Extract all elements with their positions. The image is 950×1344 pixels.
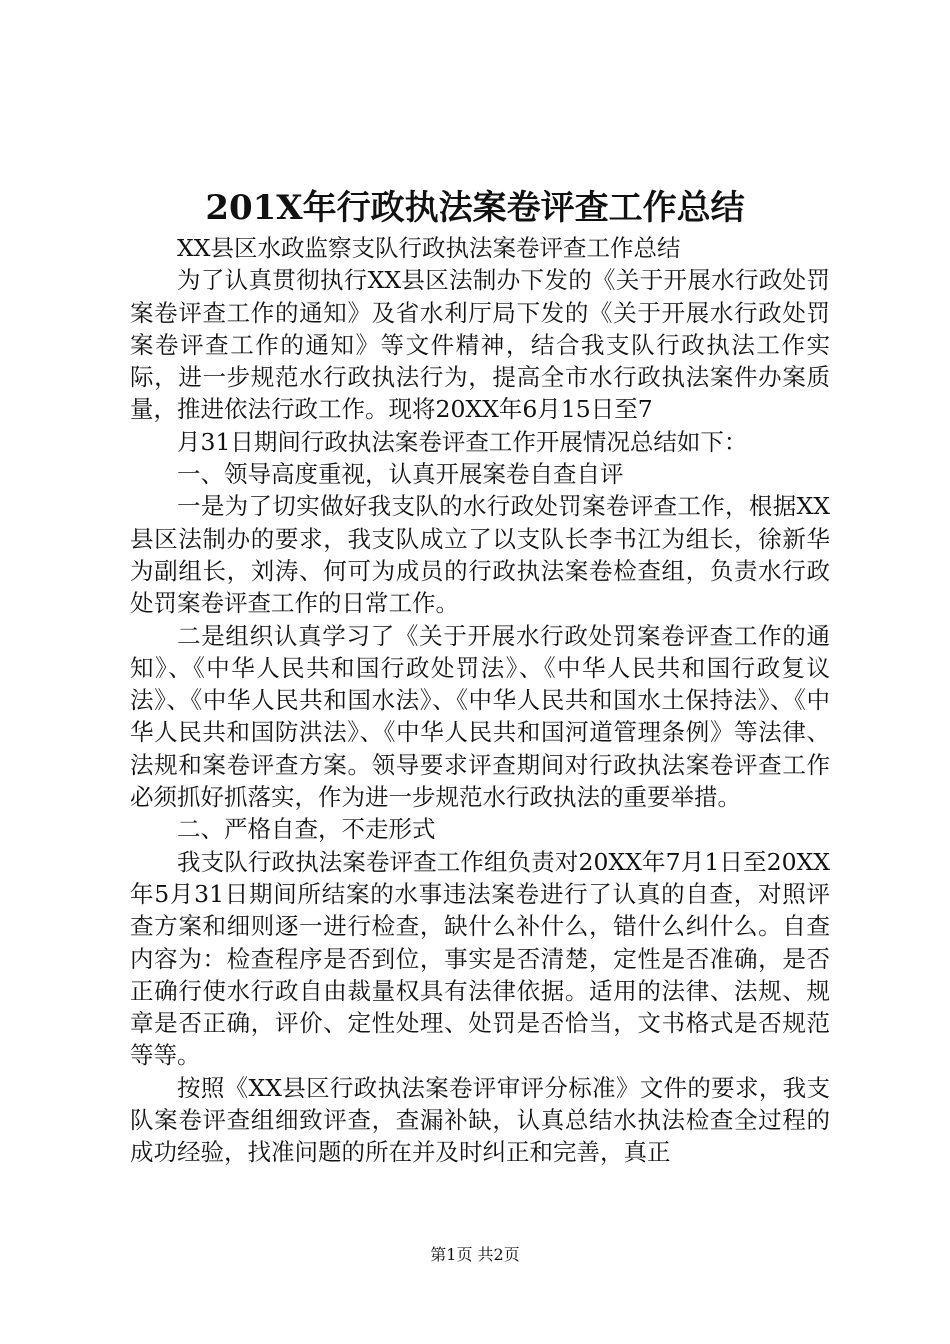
paragraph-standards: 按照《XX县区行政执法案卷评审评分标准》文件的要求，我支队案卷评查组细致评查，查漏补缺，认真总结水执法检查全过程的成功经验，找准问题的所在并及时纠正和完善，真正 bbox=[130, 1073, 830, 1167]
document-title: 201X年行政执法案卷评查工作总结 bbox=[205, 188, 745, 228]
page-footer: 第1页 共2页 bbox=[430, 1245, 520, 1264]
paragraph-self-check: 我支队行政执法案卷评查工作组负责对20XX年7月1日至20XX年5月31日期间所结案的水事违法案卷进行了认真的自查，对照评查方案和细则逐一进行检查，缺什么补什么，错什么纠什么。自查内容为：检查程序是否到位，事实是否清楚，定性是否准确，是否正确行使水行政自由裁量权具有法律依据。适用的法律、法规、规章是否正确，评价、定性处理、处罚是否恰当，文书格式是否规范等等。 bbox=[130, 847, 830, 1070]
document-body bbox=[130, 232, 830, 1169]
section-heading-1: 一、领导高度重视，认真开展案卷自查自评 bbox=[177, 460, 624, 489]
section-heading-2: 二、严格自查，不走形式 bbox=[177, 815, 436, 844]
paragraph-intro-continued: 月31日期间行政执法案卷评查工作开展情况总结如下： bbox=[177, 427, 748, 456]
paragraph-subtitle: XX县区水政监察支队行政执法案卷评查工作总结 bbox=[177, 234, 681, 262]
paragraph-point-2: 二是组织认真学习了《关于开展水行政处罚案卷评查工作的通知》、《中华人民共和国行政处罚法》、《中华人民共和国行政复议法》、《中华人民共和国水法》、《中华人民共和国水土保持法》、《中华人民共和国防洪法》、《中华人民共和国河道管理条例》等法律、法规和案卷评查方案。领导要求评查期间对行政执法案卷评查工作必须抓好抓落实，作为进一步规范水行政执法的重要举措。 bbox=[130, 621, 830, 812]
paragraph-point-1: 一是为了切实做好我支队的水行政处罚案卷评查工作，根据XX县区法制办的要求，我支队成立了以支队长李书江为组长，徐新华为副组长，刘涛、何可为成员的行政执法案卷检查组，负责水行政处罚案卷评查工作的日常工作。 bbox=[130, 492, 830, 618]
paragraph-intro: 为了认真贯彻执行XX县区法制办下发的《关于开展水行政处罚案卷评查工作的通知》及省水利厅局下发的《关于开展水行政处罚案卷评查工作的通知》等文件精神，结合我支队行政执法工作实际，进一步规范水行政执法行为，提高全市水行政执法案件办案质量，推进依法行政工作。现将20XX年6月15日至7 bbox=[130, 266, 830, 424]
